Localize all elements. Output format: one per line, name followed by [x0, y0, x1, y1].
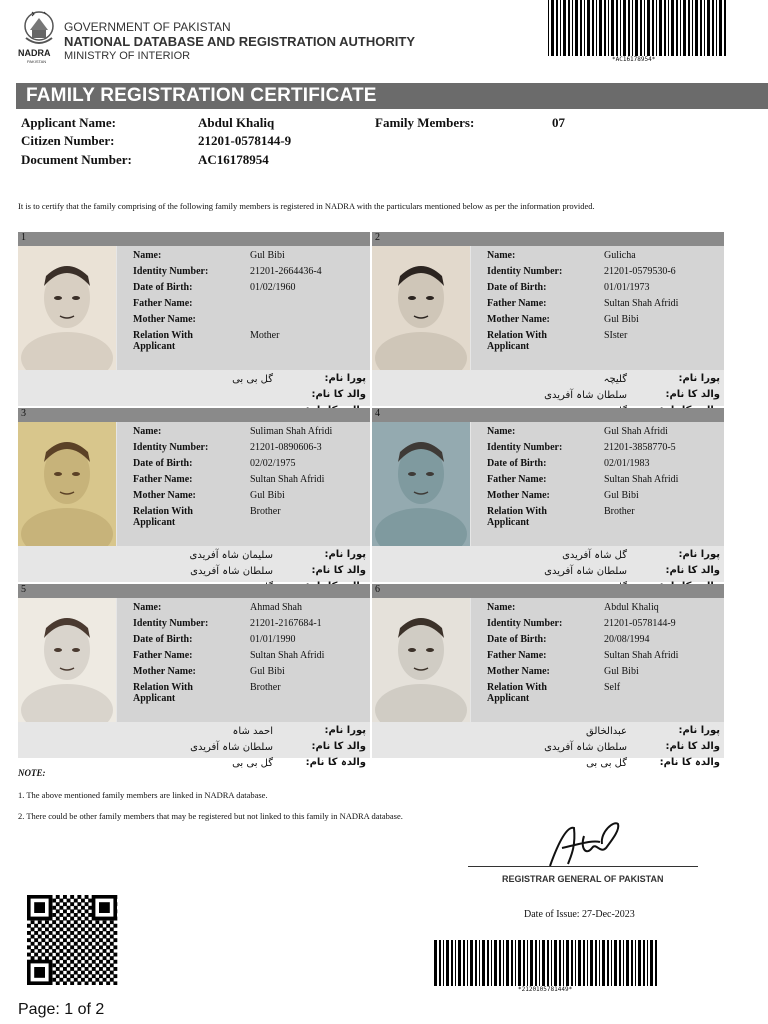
member-mother: Gul Bibi	[250, 666, 285, 677]
urdu-full-name-label: پورا نام:	[678, 549, 720, 560]
member-dob: 20/08/1994	[604, 634, 650, 645]
top-barcode-text: *AC16178954*	[612, 56, 656, 63]
qr-code	[27, 895, 121, 985]
mother-label: Mother Name:	[487, 314, 550, 325]
father-label: Father Name:	[487, 298, 547, 309]
urdu-father-label: والد کا نام:	[311, 389, 366, 400]
identity-label: Identity Number:	[133, 442, 209, 453]
dob-label: Date of Birth:	[133, 282, 193, 293]
registrar-title: REGISTRAR GENERAL OF PAKISTAN	[502, 874, 664, 884]
member-relation: Mother	[250, 330, 280, 341]
member-number-bar	[18, 408, 370, 422]
member-urdu-father: سلطان شاہ آفریدی	[190, 566, 273, 577]
member-urdu-mother: گل بی بی	[586, 758, 627, 769]
member-body	[18, 246, 370, 406]
citizen-number-value: 21201-0578144-9	[198, 133, 292, 148]
relation-label: Relation With Applicant	[133, 682, 193, 704]
member-number: 3	[21, 408, 26, 419]
date-of-issue: Date of Issue: 27-Dec-2023	[524, 909, 635, 920]
govt-emblem-icon	[18, 8, 60, 48]
member-card-6	[372, 584, 724, 769]
name-label: Name:	[133, 250, 162, 261]
identity-label: Identity Number:	[133, 618, 209, 629]
father-label: Father Name:	[487, 474, 547, 485]
relation-label: Relation With Applicant	[487, 330, 547, 352]
member-info	[117, 598, 370, 722]
identity-label: Identity Number:	[487, 442, 563, 453]
header-line-2: NATIONAL DATABASE AND REGISTRATION AUTHORITY	[64, 34, 415, 49]
nadra-logo	[18, 48, 51, 58]
member-father: Sultan Shah Afridi	[604, 298, 679, 309]
member-body	[372, 246, 724, 406]
member-photo	[372, 598, 470, 722]
member-number-bar	[372, 584, 724, 598]
member-relation: Brother	[250, 682, 281, 693]
certify-text: It is to certify that the family comprising of the following family members is registered in NADRA with the particulars mentioned below as per the information provided.	[18, 201, 595, 211]
member-identity: 21201-2664436-4	[250, 266, 322, 277]
member-dob: 01/01/1973	[604, 282, 650, 293]
member-body	[18, 598, 370, 769]
father-label: Father Name:	[133, 650, 193, 661]
name-label: Name:	[487, 426, 516, 437]
member-info	[471, 422, 724, 546]
signature-line	[468, 866, 698, 867]
member-urdu-name: سلیمان شاہ آفریدی	[189, 550, 273, 561]
member-mother: Gul Bibi	[604, 490, 639, 501]
urdu-full-name-label: پورا نام:	[324, 549, 366, 560]
bottom-barcode	[432, 940, 662, 986]
urdu-full-name-label: پورا نام:	[324, 725, 366, 736]
applicant-name-value: Abdul Khaliq	[198, 115, 275, 130]
member-card-1	[18, 232, 370, 406]
header-line-1: GOVERNMENT OF PAKISTAN	[64, 20, 231, 34]
member-urdu-father: سلطان شاہ آفریدی	[544, 390, 627, 401]
name-label: Name:	[487, 250, 516, 261]
mother-label: Mother Name:	[133, 490, 196, 501]
citizen-number-label: Citizen Number:	[21, 133, 115, 148]
member-urdu-father: سلطان شاہ آفریدی	[544, 566, 627, 577]
member-name: Gul Shah Afridi	[604, 426, 668, 437]
relation-label: Relation With Applicant	[487, 506, 547, 528]
member-number-bar	[372, 232, 724, 246]
member-urdu-mother: گل بی بی	[232, 758, 273, 769]
member-dob: 01/01/1990	[250, 634, 296, 645]
father-label: Father Name:	[133, 474, 193, 485]
mother-label: Mother Name:	[487, 490, 550, 501]
father-label: Father Name:	[133, 298, 193, 309]
member-mother: Gul Bibi	[604, 314, 639, 325]
member-number: 2	[375, 232, 380, 243]
member-name: Gul Bibi	[250, 250, 285, 261]
urdu-full-name-label: پورا نام:	[678, 373, 720, 384]
family-members-value: 07	[552, 115, 565, 130]
note-1: 1. The above mentioned family members are linked in NADRA database.	[18, 790, 268, 800]
member-number: 5	[21, 584, 26, 595]
member-info	[471, 246, 724, 370]
member-father: Sultan Shah Afridi	[604, 650, 679, 661]
member-identity: 21201-0890606-3	[250, 442, 322, 453]
relation-label: Relation With Applicant	[487, 682, 547, 704]
member-number: 1	[21, 232, 26, 243]
urdu-full-name-label: پورا نام:	[678, 725, 720, 736]
document-number-value: AC16178954	[198, 152, 269, 167]
member-identity: 21201-2167684-1	[250, 618, 322, 629]
member-name: Abdul Khaliq	[604, 602, 659, 613]
member-info	[117, 246, 370, 370]
mother-label: Mother Name:	[487, 666, 550, 677]
member-photo	[18, 598, 116, 722]
member-name: Gulicha	[604, 250, 636, 261]
member-info	[471, 598, 724, 722]
member-photo	[372, 246, 470, 370]
dob-label: Date of Birth:	[487, 634, 547, 645]
document-number-label: Document Number:	[21, 152, 132, 167]
note-heading: NOTE:	[18, 768, 46, 778]
member-relation: Self	[604, 682, 621, 693]
member-urdu-father: سلطان شاہ آفریدی	[190, 742, 273, 753]
member-identity: 21201-3858770-5	[604, 442, 676, 453]
bottom-barcode-text: *21201057814​49*	[518, 986, 573, 993]
mother-label: Mother Name:	[133, 666, 196, 677]
member-urdu-name: احمد شاہ	[232, 726, 273, 737]
member-info	[117, 422, 370, 546]
logo-sub: PAKISTAN	[27, 59, 47, 64]
top-barcode	[546, 0, 728, 56]
member-number-bar	[372, 408, 724, 422]
title-banner	[16, 83, 768, 109]
member-mother: Gul Bibi	[250, 490, 285, 501]
member-father: Sultan Shah Afridi	[250, 474, 325, 485]
member-dob: 02/02/1975	[250, 458, 296, 469]
member-card-2	[372, 232, 724, 406]
urdu-father-label: والد کا نام:	[665, 565, 720, 576]
dob-label: Date of Birth:	[133, 458, 193, 469]
identity-label: Identity Number:	[133, 266, 209, 277]
urdu-father-label: والد کا نام:	[665, 741, 720, 752]
member-name: Ahmad Shah	[250, 602, 302, 613]
dob-label: Date of Birth:	[487, 458, 547, 469]
member-urdu-name: گل بی بی	[232, 374, 273, 385]
relation-label: Relation With Applicant	[133, 330, 193, 352]
member-relation: SIster	[604, 330, 628, 341]
father-label: Father Name:	[487, 650, 547, 661]
member-father: Sultan Shah Afridi	[604, 474, 679, 485]
member-card-3	[18, 408, 370, 582]
dob-label: Date of Birth:	[487, 282, 547, 293]
member-urdu-name: عبدالخالق	[586, 726, 627, 737]
member-father: Sultan Shah Afridi	[250, 650, 325, 661]
name-label: Name:	[487, 602, 516, 613]
member-number: 6	[375, 584, 380, 595]
family-members-label: Family Members:	[375, 115, 475, 130]
member-card-5	[18, 584, 370, 769]
name-label: Name:	[133, 602, 162, 613]
logo-text: NADRA	[18, 48, 51, 58]
member-relation: Brother	[604, 506, 635, 517]
member-identity: 21201-0579530-6	[604, 266, 676, 277]
member-photo	[18, 246, 116, 370]
urdu-mother-label: والدہ کا نام:	[305, 757, 366, 768]
dob-label: Date of Birth:	[133, 634, 193, 645]
urdu-full-name-label: پورا نام:	[324, 373, 366, 384]
identity-label: Identity Number:	[487, 618, 563, 629]
urdu-mother-label: والدہ کا نام:	[659, 757, 720, 768]
urdu-father-label: والد کا نام:	[311, 565, 366, 576]
member-relation: Brother	[250, 506, 281, 517]
note-2: 2. There could be other family members that may be registered but not linked to this family in NADRA database.	[18, 811, 403, 821]
member-number: 4	[375, 408, 380, 419]
member-number-bar	[18, 232, 370, 246]
header-line-3: MINISTRY OF INTERIOR	[64, 50, 191, 62]
member-photo	[372, 422, 470, 546]
member-mother: Gul Bibi	[604, 666, 639, 677]
identity-label: Identity Number:	[487, 266, 563, 277]
member-urdu-name: گلیچہ	[603, 374, 627, 385]
registrar-signature	[540, 818, 630, 870]
member-dob: 02/01/1983	[604, 458, 650, 469]
member-photo	[18, 422, 116, 546]
member-body	[372, 598, 724, 769]
member-card-4	[372, 408, 724, 582]
member-number-bar	[18, 584, 370, 598]
urdu-father-label: والد کا نام:	[311, 741, 366, 752]
member-urdu-name: گل شاہ آفریدی	[562, 550, 627, 561]
member-body	[372, 422, 724, 582]
certificate-title: FAMILY REGISTRATION CERTIFICATE	[26, 85, 377, 106]
name-label: Name:	[133, 426, 162, 437]
member-identity: 21201-0578144-9	[604, 618, 676, 629]
mother-label: Mother Name:	[133, 314, 196, 325]
member-name: Suliman Shah Afridi	[250, 426, 333, 437]
member-dob: 01/02/1960	[250, 282, 296, 293]
relation-label: Relation With Applicant	[133, 506, 193, 528]
member-body	[18, 422, 370, 582]
applicant-name-label: Applicant Name:	[21, 115, 116, 130]
member-urdu-father: سلطان شاہ آفریدی	[544, 742, 627, 753]
page-indicator: Page: 1 of 2	[18, 1001, 105, 1018]
urdu-father-label: والد کا نام:	[665, 389, 720, 400]
